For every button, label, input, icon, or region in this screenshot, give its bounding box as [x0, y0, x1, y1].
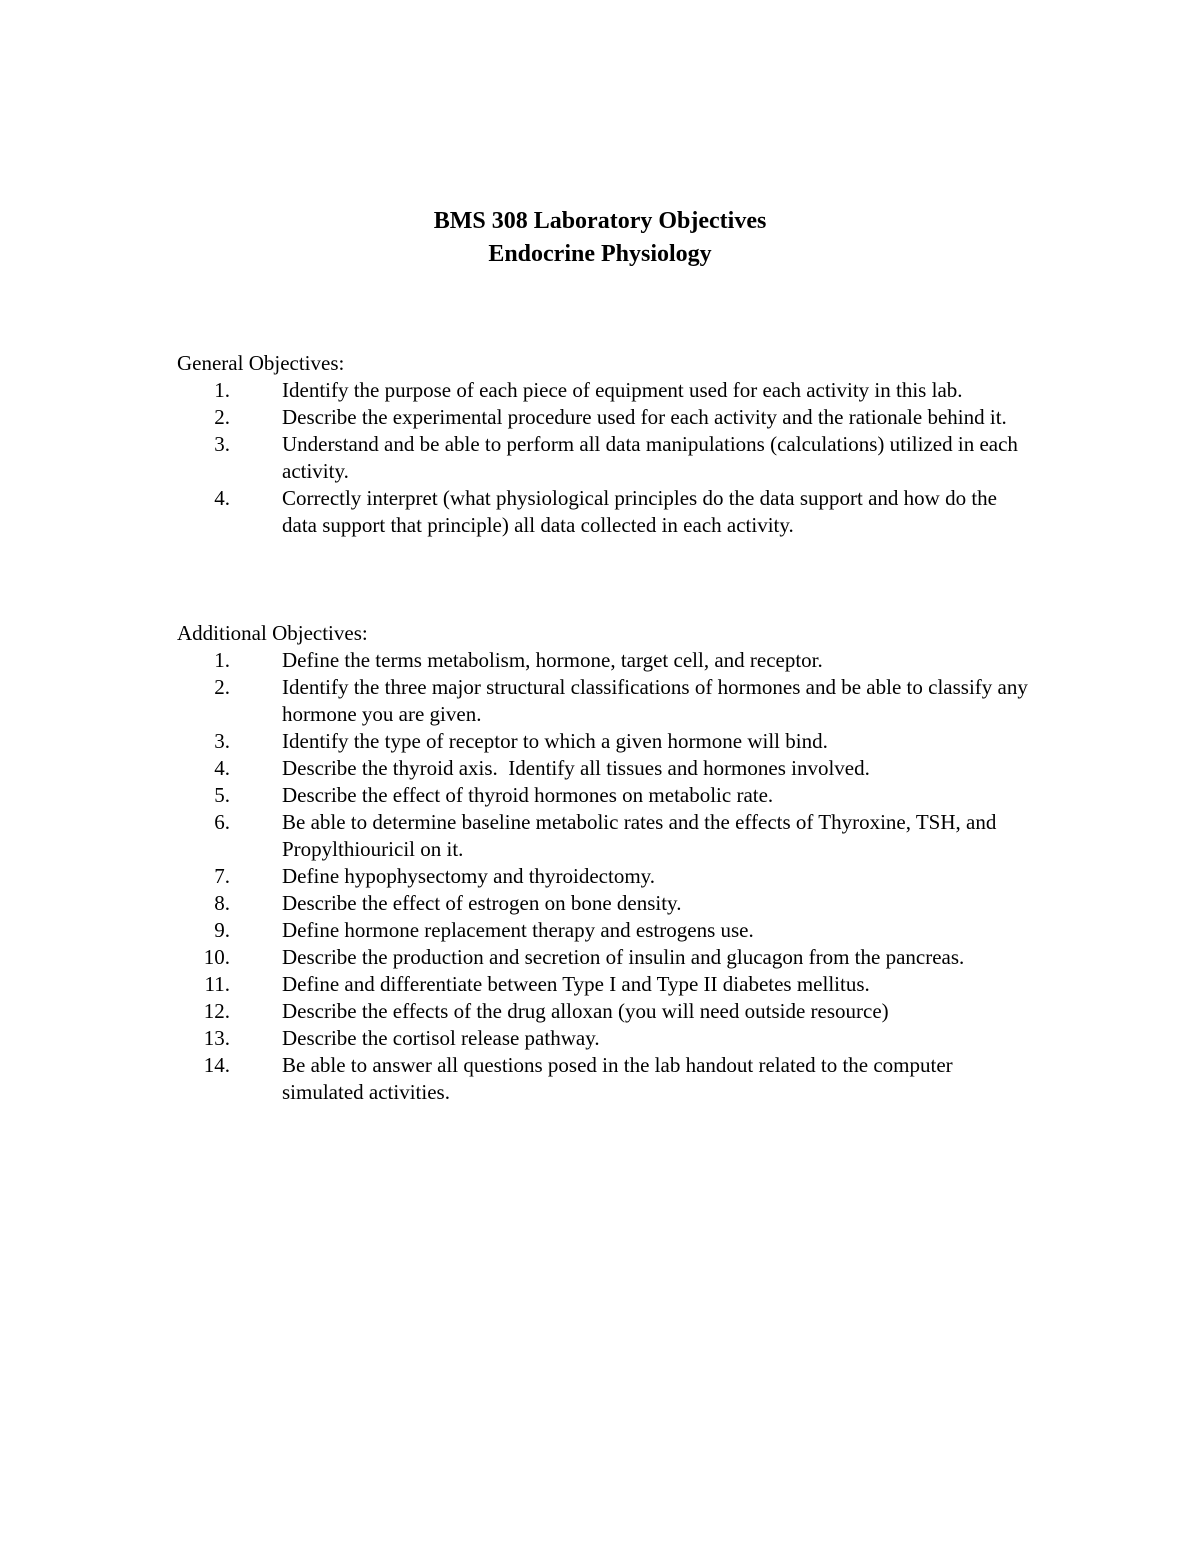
item-number: 4. — [214, 756, 230, 780]
item-text: Define hormone replacement therapy and estrogens use. — [282, 918, 754, 942]
item-number: 2. — [214, 675, 230, 699]
item-number: 10. — [203, 945, 230, 969]
list-item — [177, 404, 1037, 431]
item-text: Identify the purpose of each piece of equipment used for each activity in this lab. — [282, 378, 963, 402]
list-item — [177, 917, 1037, 944]
item-text: Describe the effect of estrogen on bone density. — [282, 891, 682, 915]
item-number: 11. — [204, 972, 230, 996]
list-item — [177, 431, 1037, 485]
item-text: Identify the type of receptor to which a given hormone will bind. — [282, 729, 828, 753]
item-number: 7. — [214, 864, 230, 888]
item-number: 3. — [214, 729, 230, 753]
additional-objectives-list — [177, 647, 1037, 1106]
item-text: Correctly interpret (what physiological principles do the data support and how do the data support that principle) all data collected in each activity. — [282, 486, 997, 537]
list-item — [177, 1052, 1037, 1106]
item-number: 1. — [214, 648, 230, 672]
general-objectives-list — [177, 377, 1037, 539]
title-line-1: BMS 308 Laboratory Objectives — [433, 208, 767, 234]
additional-objectives-heading: Additional Objectives: — [177, 621, 368, 645]
list-item — [177, 998, 1037, 1025]
list-item — [177, 755, 1037, 782]
document-title — [0, 205, 1200, 271]
item-text: Describe the thyroid axis. Identify all tissues and hormones involved. — [282, 756, 870, 780]
item-text: Describe the experimental procedure used for each activity and the rationale behind it. — [282, 405, 1007, 429]
item-number: 6. — [214, 810, 230, 834]
item-number: 2. — [214, 405, 230, 429]
item-text: Be able to determine baseline metabolic rates and the effects of Thyroxine, TSH, and Propylthiouricil on it. — [282, 810, 997, 861]
list-item — [177, 647, 1037, 674]
list-item — [177, 377, 1037, 404]
item-number: 8. — [214, 891, 230, 915]
item-number: 12. — [203, 999, 230, 1023]
item-number: 4. — [214, 486, 230, 510]
item-number: 5. — [214, 783, 230, 807]
general-objectives-section — [177, 350, 1037, 539]
list-item — [177, 1025, 1037, 1052]
list-item — [177, 485, 1037, 539]
title-line-2: Endocrine Physiology — [488, 241, 712, 267]
item-number: 1. — [214, 378, 230, 402]
general-objectives-heading: General Objectives: — [177, 351, 345, 375]
item-text: Describe the effects of the drug alloxan (you will need outside resource) — [282, 999, 889, 1023]
list-item — [177, 728, 1037, 755]
list-item — [177, 674, 1037, 728]
item-text: Define the terms metabolism, hormone, target cell, and receptor. — [282, 648, 823, 672]
additional-objectives-section — [177, 620, 1037, 1106]
item-text: Define hypophysectomy and thyroidectomy. — [282, 864, 656, 888]
list-item — [177, 863, 1037, 890]
item-text: Identify the three major structural classifications of hormones and be able to classify any hormone you are given. — [282, 675, 1028, 726]
list-item — [177, 782, 1037, 809]
item-number: 9. — [214, 918, 230, 942]
item-number: 14. — [203, 1053, 230, 1077]
item-text: Be able to answer all questions posed in the lab handout related to the computer simulated activities. — [282, 1053, 953, 1104]
item-text: Define and differentiate between Type I and Type II diabetes mellitus. — [282, 972, 870, 996]
item-number: 3. — [214, 432, 230, 456]
list-item — [177, 809, 1037, 863]
item-number: 13. — [203, 1026, 230, 1050]
list-item — [177, 944, 1037, 971]
item-text: Describe the cortisol release pathway. — [282, 1026, 600, 1050]
item-text: Describe the effect of thyroid hormones on metabolic rate. — [282, 783, 774, 807]
item-text: Describe the production and secretion of insulin and glucagon from the pancreas. — [282, 945, 965, 969]
item-text: Understand and be able to perform all data manipulations (calculations) utilized in each activity. — [282, 432, 1018, 483]
list-item — [177, 890, 1037, 917]
list-item — [177, 971, 1037, 998]
